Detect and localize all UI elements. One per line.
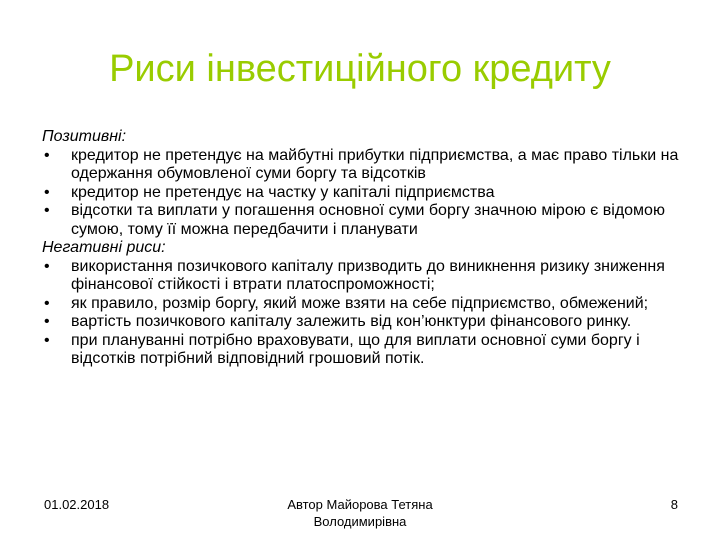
list-item [42,147,690,184]
bullet-icon: • [44,294,50,312]
slide-content [42,128,690,369]
bullet-icon: • [44,257,50,275]
list-item-text: вартість позичкового капіталу залежить від кон’юнктури фінансового ринку. [71,313,632,330]
footer-page-number: 8 [670,497,678,512]
list-item [42,258,690,295]
list-item-text: при плануванні потрібно враховувати, що для виплати основної суми боргу і відсотків потрібний відповідний грошовий потік. [71,331,640,367]
footer-author: Автор Майорова Тетяна Володимирівна [287,497,433,529]
bullet-icon: • [44,202,50,219]
slide-title: Риси інвестиційного кредиту [109,48,611,90]
bullet-icon: • [44,183,50,201]
bullet-icon: • [44,146,50,164]
list-item [42,184,690,203]
list-item-text: кредитор не претендує на майбутні прибутки підприємства, а має право тільки на одержання обумовленої суми боргу та відсотків [71,146,679,182]
negative-heading: Негативні риси: [42,239,166,256]
list-item-text: кредитор не претендує на частку у капіталі підприємства [71,183,495,201]
list-item [42,332,690,369]
list-item [42,313,690,332]
list-item-text: використання позичкового капіталу призводить до виникнення ризику зниження фінансової стійкості і втрати платоспроможності; [71,257,665,293]
list-item-text: як правило, розмір боргу, який може взяти на себе підприємство, обмежений; [71,294,649,312]
list-item-text: відсотки та виплати у погашення основної суми боргу значною мірою є відомою сумою, тому її можна передбачити і планувати [71,202,665,238]
bullet-icon: • [44,331,50,349]
list-item [42,295,690,314]
list-item [42,202,690,239]
footer-date: 01.02.2018 [44,497,110,512]
bullet-icon: • [44,313,50,330]
positive-heading: Позитивні: [42,128,127,145]
